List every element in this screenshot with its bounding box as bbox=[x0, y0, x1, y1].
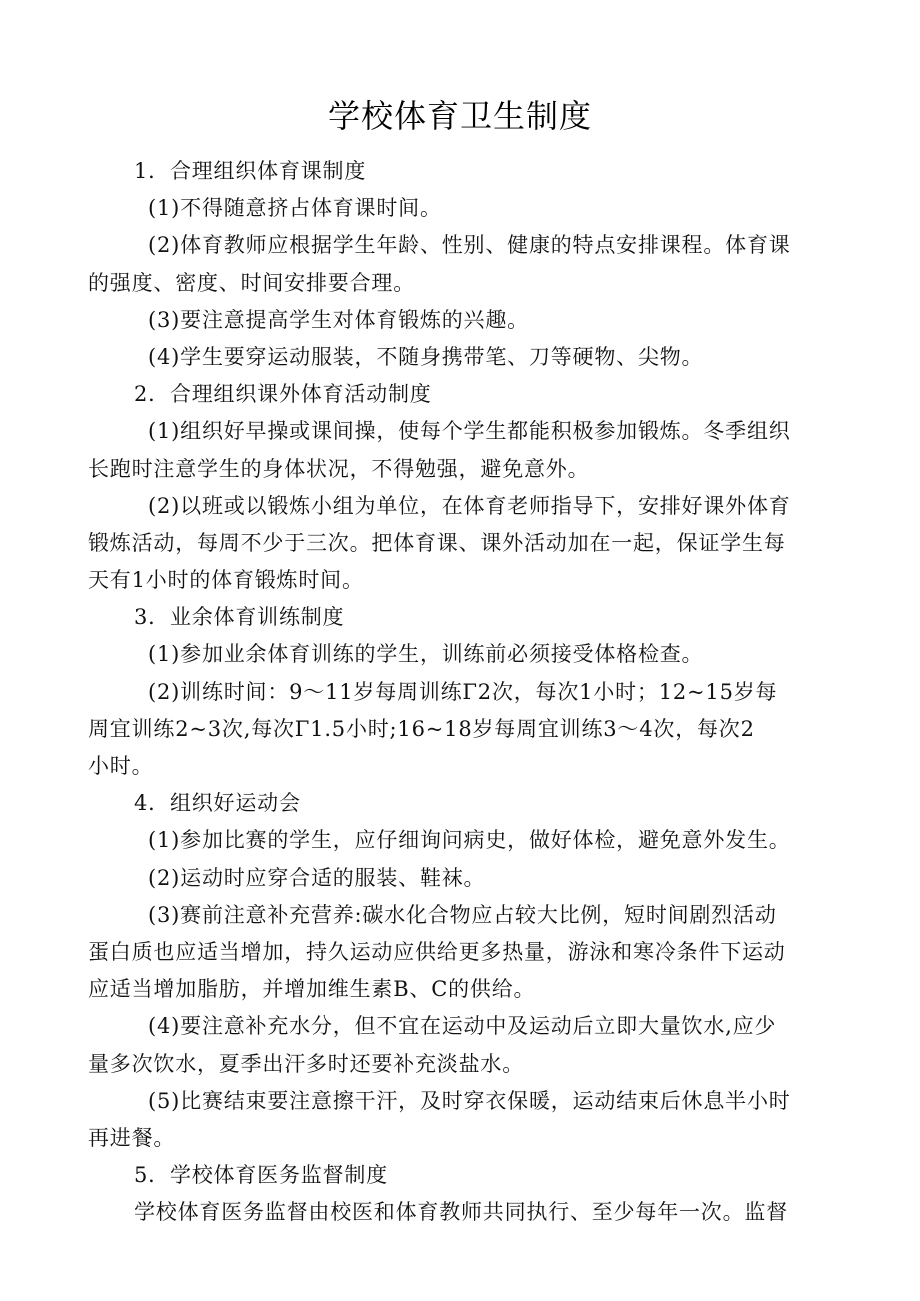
paragraph-line: 小时。 bbox=[88, 754, 154, 778]
document-title: 学校体育卫生制度 bbox=[327, 97, 592, 135]
paragraph-line: 锻炼活动，每周不少于三次。把体育课、课外活动加在一起，保证学生每 bbox=[88, 530, 786, 555]
paragraph-line: 的强度、密度、时间安排要合理。 bbox=[88, 270, 415, 295]
paragraph-line: 长跑时注意学生的身体状况，不得勉强，避免意外。 bbox=[88, 456, 590, 481]
section-heading: 4．组织好运动会 bbox=[134, 791, 301, 816]
paragraph-line: 周宜训练2~3次,每次Γ1.5小时;16~18岁每周宜训练3～4次，每次2 bbox=[88, 716, 755, 741]
paragraph-line: (2)训练时间：9～11岁每周训练Γ2次，每次1小时；12~15岁每 bbox=[148, 679, 778, 704]
paragraph-line: (2)体育教师应根据学生年龄、性别、健康的特点安排课程。体育课 bbox=[148, 233, 791, 258]
paragraph-line: (2)以班或以锻炼小组为单位，在体育老师指导下，安排好课外体育 bbox=[148, 493, 791, 518]
document-body bbox=[88, 153, 848, 1231]
section-heading: 1．合理组织体育课制度 bbox=[134, 159, 367, 183]
paragraph-line: 量多次饮水，夏季出汗多时还要补充淡盐水。 bbox=[88, 1051, 524, 1076]
paragraph-line: (1)参加业余体育训练的学生，训练前必须接受体格检查。 bbox=[148, 642, 704, 667]
paragraph-line: 应适当增加脂肪，并增加维生素B、C的供给。 bbox=[88, 977, 536, 1002]
paragraph-line: (1)不得随意挤占体育课时间。 bbox=[148, 196, 442, 221]
paragraph-line: (4)学生要穿运动服装，不随身携带笔、刀等硬物、尖物。 bbox=[148, 344, 704, 369]
paragraph-line: 蛋白质也应适当增加，持久运动应供给更多热量，游泳和寒冷条件下运动 bbox=[88, 939, 786, 964]
paragraph-line: (3)赛前注意补充营养:碳水化合物应占较大比例，短时间剧烈活动 bbox=[148, 902, 777, 927]
section-heading: 5．学校体育医务监督制度 bbox=[134, 1163, 388, 1188]
paragraph-line: 再进餐。 bbox=[88, 1125, 176, 1150]
paragraph-line: (4)要注意补充水分，但不宜在运动中及运动后立即大量饮水,应少 bbox=[148, 1014, 777, 1039]
section-heading: 3．业余体育训练制度 bbox=[134, 605, 345, 630]
paragraph-line: (2)运动时应穿合适的服装、鞋袜。 bbox=[148, 865, 486, 890]
paragraph-line: 学校体育医务监督由校医和体育教师共同执行、至少每年一次。监督 bbox=[134, 1200, 788, 1225]
section-heading: 2．合理组织课外体育活动制度 bbox=[134, 382, 432, 407]
paragraph-line: (5)比赛结束要注意擦干汗，及时穿衣保暖，运动结束后休息半小时 bbox=[148, 1088, 791, 1113]
paragraph-line: (3)要注意提高学生对体育锻炼的兴趣。 bbox=[148, 307, 529, 332]
paragraph-line: (1)组织好早操或课间操，使每个学生都能积极参加锻炼。冬季组织 bbox=[148, 419, 791, 444]
paragraph-line: (1)参加比赛的学生，应仔细询问病史，做好体检，避免意外发生。 bbox=[148, 828, 791, 853]
paragraph-line: 天有1小时的体育锻炼时间。 bbox=[88, 568, 364, 593]
